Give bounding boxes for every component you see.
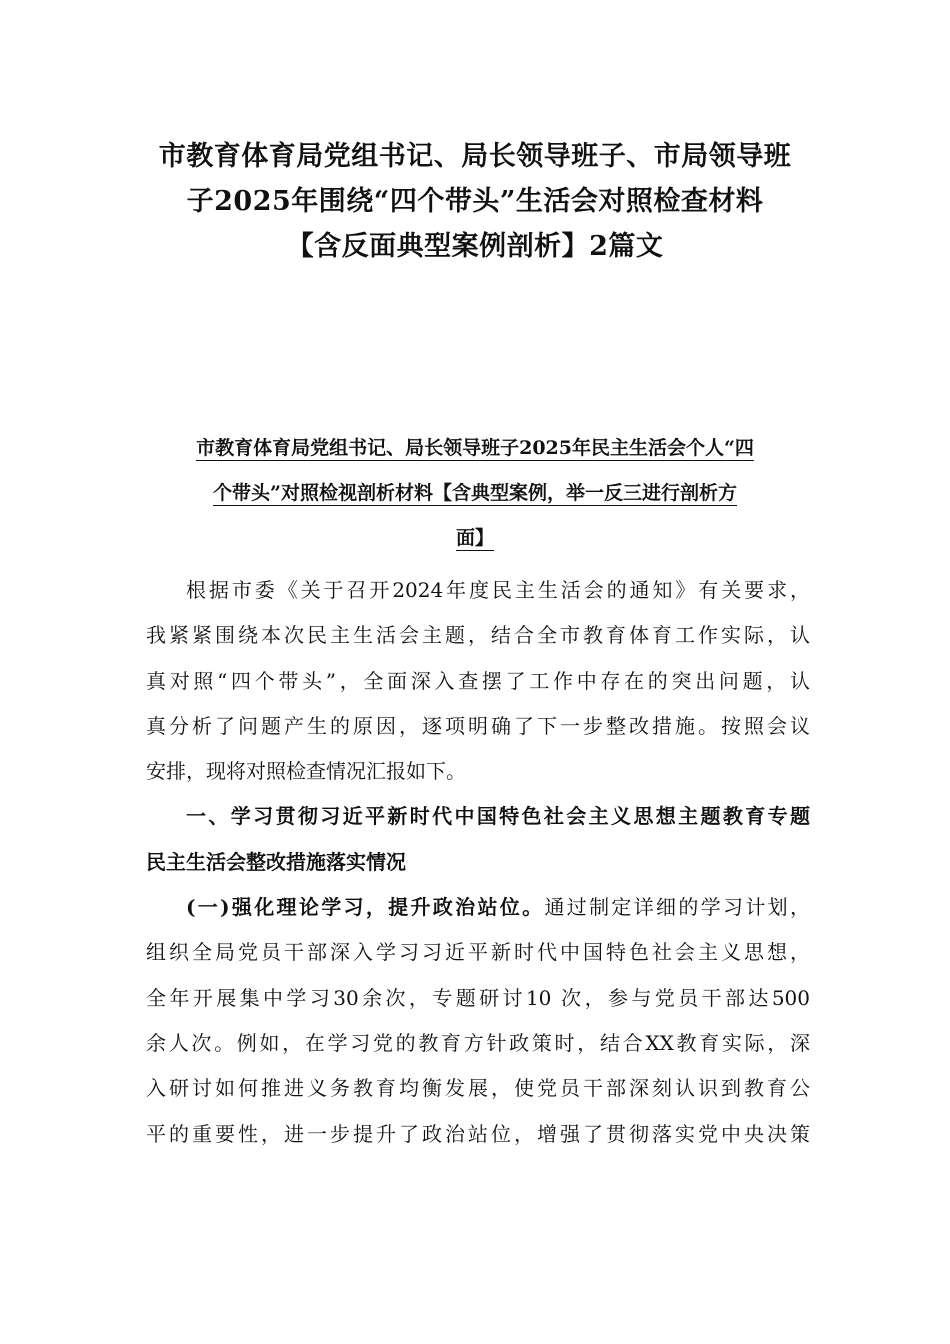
subsection-heading: (一)强化理论学习，提升政治站位。 xyxy=(186,895,545,920)
subsection-line-6: 平的重要性，进一步提升了政治站位，增强了贯彻落实党中央决策 xyxy=(146,1121,810,1146)
section-heading-line-1: 一、学习贯彻习近平新时代中国特色社会主义思想主题教育专题 xyxy=(186,804,810,829)
title-line-1: 市教育体育局党组书记、局长领导班子、市局领导班 xyxy=(158,141,792,172)
intro-line-3: 真对照“四个带头”，全面深入查摆了工作中存在的突出问题，认 xyxy=(146,668,810,693)
intro-line-5: 安排，现将对照检查情况汇报如下。 xyxy=(146,759,466,784)
document-title xyxy=(120,134,830,269)
subsection-line-2: 组织全局党员干部深入学习习近平新时代中国特色社会主义思想， xyxy=(146,940,810,965)
section-heading-line-2: 民主生活会整改措施落实情况 xyxy=(146,849,406,874)
subtitle-line-3: 面】 xyxy=(455,527,494,549)
intro-line-2: 我紧紧围绕本次民主生活会主题，结合全市教育体育工作实际，认 xyxy=(146,623,810,648)
subtitle-line-2: 个带头”对照检视剖析材料【含典型案例，举一反三进行剖析方 xyxy=(213,482,737,504)
subtitle-line-1: 市教育体育局党组书记、局长领导班子2025年民主生活会个人“四 xyxy=(196,437,754,459)
intro-line-1: 根据市委《关于召开2024年度民主生活会的通知》有关要求， xyxy=(186,578,810,602)
subsection-first-line-text: 通过制定详细的学习计划， xyxy=(544,895,810,920)
subsection-line-4: 余人次。例如，在学习党的教育方针政策时，结合XX教育实际，深 xyxy=(146,1030,810,1055)
title-line-3: 【含反面典型案例剖析】2篇文 xyxy=(286,231,664,262)
title-line-2: 子2025年围绕“四个带头”生活会对照检查材料 xyxy=(186,186,764,217)
subsection-first-line xyxy=(146,885,810,930)
article-subtitle xyxy=(140,426,810,561)
document-body xyxy=(146,568,810,1157)
subsection-line-5: 入研讨如何推进义务教育均衡发展，使党员干部深刻认识到教育公 xyxy=(146,1076,810,1101)
subsection-line-3: 全年开展集中学习30余次，专题研讨10 次，参与党员干部达500 xyxy=(146,985,810,1010)
intro-line-4: 真分析了问题产生的原因，逐项明确了下一步整改措施。按照会议 xyxy=(146,713,810,738)
